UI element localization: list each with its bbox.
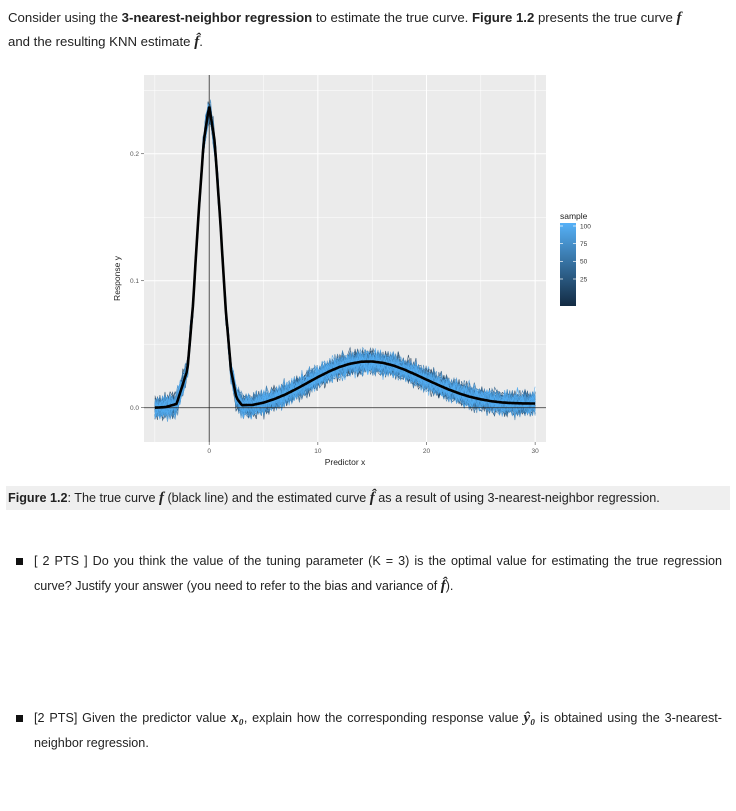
intro-bold-figure-ref: Figure 1.2 bbox=[471, 10, 535, 25]
y-tick-label: 0.0 bbox=[129, 405, 139, 413]
intro-text-5: . bbox=[199, 34, 203, 49]
bullet-square-icon bbox=[16, 558, 23, 565]
x-tick-label: 30 bbox=[531, 448, 539, 455]
caption-fhat-symbol: f̂ bbox=[369, 490, 375, 506]
question-1-text bbox=[34, 549, 722, 599]
legend-break-label: 75 bbox=[580, 240, 588, 248]
caption-label: Figure 1.2 bbox=[8, 491, 68, 505]
y-tick-label: 0.2 bbox=[129, 151, 139, 159]
question-2-y0hat-symbol: ŷ₀ bbox=[523, 710, 536, 726]
y-tick-label: 0.1 bbox=[129, 278, 139, 286]
question-1-fhat-symbol: f̂ bbox=[440, 578, 446, 594]
question-1-points: [ 2 PTS ] bbox=[34, 554, 88, 568]
question-2-text bbox=[34, 706, 722, 756]
legend-colorbar bbox=[560, 223, 576, 306]
caption-text-1: : The true curve bbox=[67, 491, 159, 505]
question-1-body: Do you think the value of the tuning parameter (K = 3) is the optimal value for estimating the true regression curve? Justify your answer (you need to refer to the bias and variance of bbox=[34, 554, 722, 593]
question-1-end: ). bbox=[445, 579, 454, 593]
caption-f-symbol: f bbox=[158, 490, 164, 506]
x-tick-label: 10 bbox=[314, 448, 322, 455]
legend bbox=[560, 211, 591, 306]
question-2-body-1: Given the predictor value bbox=[77, 711, 232, 725]
intro-f-symbol: f bbox=[676, 10, 682, 26]
question-1 bbox=[18, 549, 722, 599]
intro-fhat-symbol: f̂ bbox=[194, 34, 200, 50]
x-axis-label: Predictor x bbox=[324, 457, 366, 467]
y-axis-ticks bbox=[130, 151, 144, 412]
legend-break-label: 25 bbox=[580, 276, 588, 284]
intro-bold-method: 3-nearest-neighbor regression bbox=[121, 10, 313, 25]
intro-text-1: Consider using the bbox=[8, 10, 122, 25]
question-2-points: [2 PTS] bbox=[34, 711, 78, 725]
intro-text-3: presents the true curve bbox=[534, 10, 677, 25]
question-2-x0-symbol: x₀ bbox=[231, 710, 244, 726]
caption-text-3: as a result of using 3-nearest-neighbor regression. bbox=[374, 491, 660, 505]
intro-text-4: and the resulting KNN estimate bbox=[8, 34, 195, 49]
bullet-square-icon bbox=[16, 715, 23, 722]
figure-caption bbox=[6, 486, 730, 510]
x-axis-ticks bbox=[207, 442, 539, 455]
knn-chart bbox=[104, 70, 624, 470]
x-tick-label: 20 bbox=[422, 448, 431, 455]
question-2-body-2: , explain how the corresponding response value bbox=[243, 711, 524, 725]
caption-text-2: (black line) and the estimated curve bbox=[163, 491, 370, 505]
legend-break-label: 50 bbox=[580, 258, 588, 266]
intro-text-2: to estimate the true curve. bbox=[312, 10, 472, 25]
y-axis-label: Response y bbox=[112, 256, 122, 301]
legend-break-label: 100 bbox=[580, 223, 591, 231]
question-2-body-3: is obtained using the 3-nearest-neighbor regression. bbox=[34, 711, 722, 750]
intro-paragraph bbox=[8, 6, 722, 54]
legend-title: sample bbox=[560, 211, 588, 221]
question-2 bbox=[18, 706, 722, 756]
x-tick-label: 0 bbox=[207, 448, 212, 455]
